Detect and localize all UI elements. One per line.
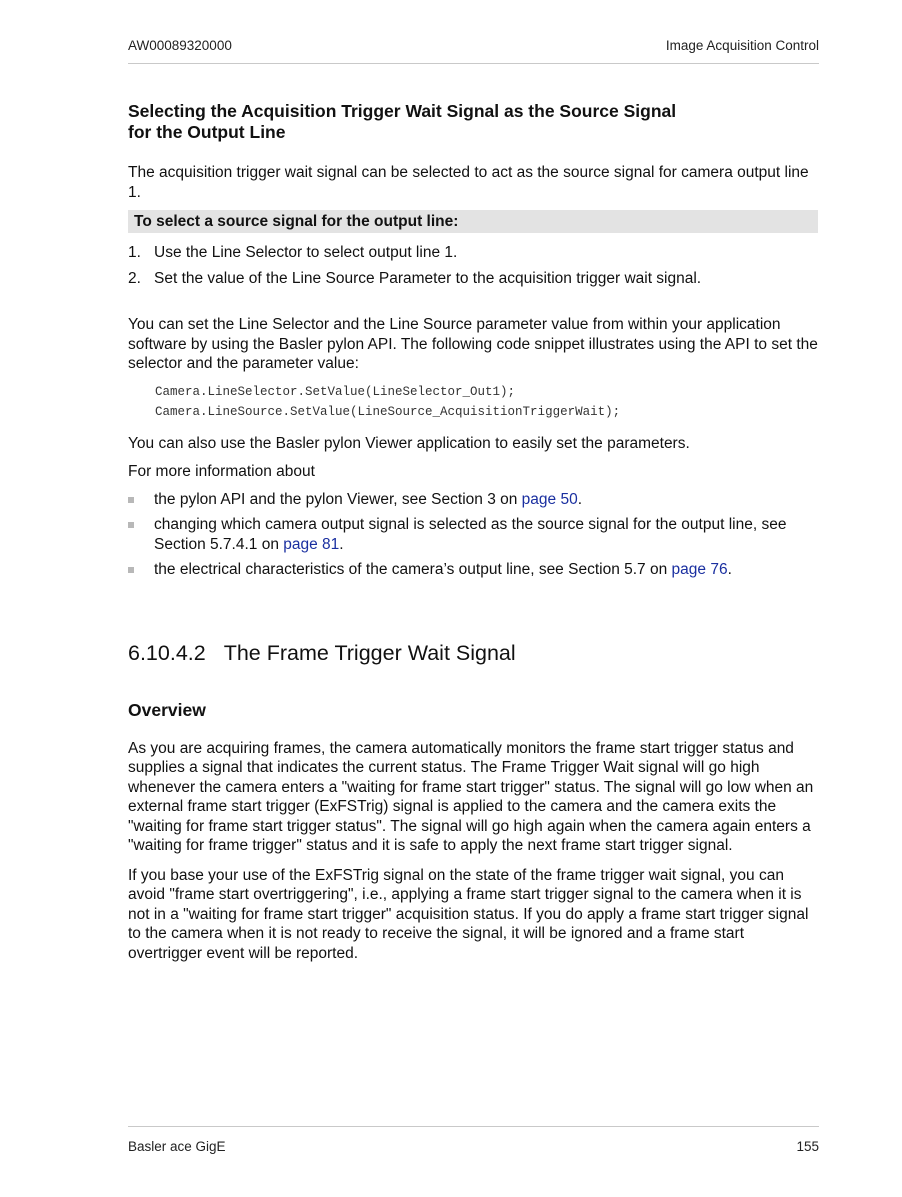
- page-link[interactable]: page 50: [521, 490, 578, 508]
- step-text: Set the value of the Line Source Parameter to the acquisition trigger wait signal.: [154, 269, 702, 287]
- list-item: [128, 243, 818, 263]
- heading-line-2: for the Output Line: [128, 122, 286, 142]
- subsection-title: [128, 640, 818, 666]
- procedure-title-bar: To select a source signal for the output line:: [128, 210, 818, 233]
- procedure-steps: [128, 243, 818, 288]
- list-item: [128, 515, 818, 554]
- page-number: 155: [796, 1139, 819, 1154]
- list-item: [128, 490, 818, 510]
- header-doc-id: AW00089320000: [128, 38, 232, 53]
- subsection-title-text: The Frame Trigger Wait Signal: [223, 640, 516, 665]
- header-chapter-title: Image Acquisition Control: [665, 38, 819, 53]
- list-item: [128, 560, 818, 580]
- reference-list: [128, 490, 818, 580]
- api-paragraph: You can set the Line Selector and the Line Source parameter value from within your application software by using the Basler pylon API. The following code snippet illustrates using the API to set the selector and the parameter value:: [128, 316, 818, 372]
- bullet-text: the electrical characteristics of the camera’s output line, see Section 5.7 on page 76.: [154, 561, 732, 578]
- list-item: [128, 269, 818, 289]
- bullet-text: the pylon API and the pylon Viewer, see Section 3 on page 50.: [154, 490, 583, 508]
- overview-heading: Overview: [128, 699, 206, 720]
- page-header: [128, 38, 819, 53]
- section-heading-output-line: [128, 101, 818, 143]
- page-content: [128, 101, 818, 963]
- step-text: Use the Line Selector to select output line 1.: [154, 244, 458, 261]
- footer-product-name: Basler ace GigE: [128, 1139, 226, 1154]
- page-link[interactable]: page 76: [671, 561, 728, 578]
- intro-paragraph: The acquisition trigger wait signal can be selected to act as the source signal for camera output line 1.: [128, 164, 809, 201]
- viewer-paragraph: You can also use the Basler pylon Viewer application to easily set the parameters.: [128, 434, 690, 452]
- bullet-square-icon: [128, 560, 154, 580]
- overview-paragraph-1: As you are acquiring frames, the camera automatically monitors the frame start trigger status and supplies a signal that indicates the current status. The Frame Trigger Wait signal will go high whenever the camera enters a "waiting for frame start trigger" status. The signal will go low when an external frame start trigger (ExFSTrig) signal is applied to the camera and the camera exits the "waiting for frame start trigger status". The signal will go high again when the camera again enters a "waiting for frame trigger" status and it is safe to apply the next frame start trigger signal.: [128, 739, 814, 854]
- subsection-number: 6.10.4.2: [128, 640, 206, 665]
- step-number: 2.: [128, 269, 141, 287]
- footer-rule: [128, 1126, 819, 1127]
- bullet-text: changing which camera output signal is selected as the source signal for the output line, see Section 5.7.4.1 on page 81.: [154, 516, 787, 553]
- page-link[interactable]: page 81: [283, 535, 340, 553]
- heading-line-1: Selecting the Acquisition Trigger Wait Signal as the Source Signal: [128, 101, 677, 121]
- page-footer: [128, 1139, 819, 1154]
- overview-paragraph-2: If you base your use of the ExFSTrig signal on the state of the frame trigger wait signal, you can avoid "frame start overtriggering", i.e., applying a frame start trigger signal to the camera when it is not in a "waiting for frame start trigger" acquisition status. If you do apply a frame start trigger signal to the camera when it is not ready to receive the signal, it will be ignored and a frame start overtrigger event will be reported.: [128, 866, 809, 962]
- bullet-square-icon: [128, 515, 154, 554]
- bullet-square-icon: [128, 490, 154, 510]
- more-info-lead: For more information about: [128, 463, 315, 480]
- code-line: Camera.LineSource.SetValue(LineSource_AcquisitionTriggerWait);: [155, 404, 621, 419]
- code-line: Camera.LineSelector.SetValue(LineSelector_Out1);: [155, 384, 516, 399]
- code-snippet: [155, 382, 818, 422]
- step-number: 1.: [128, 244, 141, 261]
- header-rule: [128, 63, 819, 64]
